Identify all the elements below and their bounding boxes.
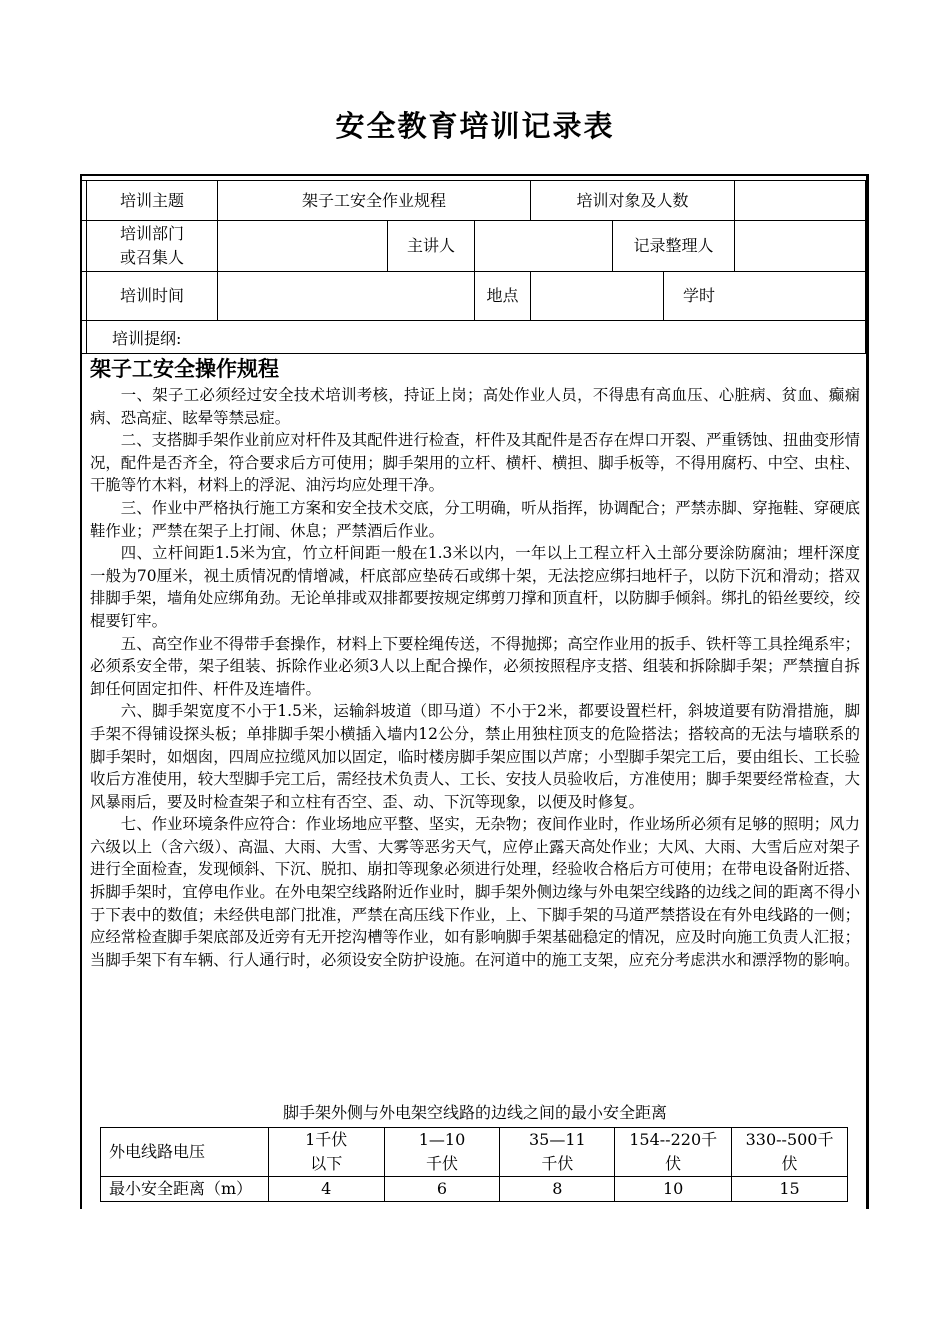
table-row xyxy=(101,1128,848,1177)
speaker-label: 主讲人 xyxy=(406,236,455,255)
training-content xyxy=(90,356,860,971)
recorder-label: 记录整理人 xyxy=(633,236,714,255)
hours-label: 学时 xyxy=(682,286,715,305)
voltage-line: 330--500千 xyxy=(745,1130,834,1149)
voltage-line: 1—10 xyxy=(418,1130,466,1149)
distance-header: 最小安全距离（m） xyxy=(101,1177,269,1202)
dept-label-line1: 培训部门 xyxy=(119,224,184,243)
distance-table xyxy=(100,1127,848,1202)
content-heading: 架子工安全操作规程 xyxy=(90,357,279,381)
voltage-cell xyxy=(384,1128,500,1177)
distance-cell: 8 xyxy=(500,1177,615,1202)
dept-label xyxy=(87,221,217,271)
table-row xyxy=(101,1177,848,1202)
voltage-cell xyxy=(500,1128,615,1177)
paragraph: 二、支搭脚手架作业前应对杆件及其配件进行检查，杆件及其配件是否存在焊口开裂、严重锈蚀、扭曲变形情况，配件是否齐全，符合要求后方可使用；脚手架用的立杆、横杆、横担、脚手板等，不得用腐朽、中空、虫柱、干脆等竹木料，材料上的浮泥、油污均应处理干净。 xyxy=(90,431,860,495)
time-value[interactable] xyxy=(218,272,474,320)
distance-cell: 15 xyxy=(732,1177,848,1202)
hours-value[interactable] xyxy=(735,272,865,320)
distance-table-caption: 脚手架外侧与外电架空线路的边线之间的最小安全距离 xyxy=(282,1103,667,1122)
row-divider xyxy=(82,320,866,321)
audience-label: 培训对象及人数 xyxy=(576,190,689,210)
distance-cell: 10 xyxy=(615,1177,732,1202)
voltage-cell xyxy=(268,1128,384,1177)
distance-cell: 6 xyxy=(384,1177,500,1202)
voltage-line: 千伏 xyxy=(541,1154,574,1173)
voltage-line: 154--220千 xyxy=(629,1130,718,1149)
dept-label-line2: 或召集人 xyxy=(119,248,184,267)
topic-value: 架子工安全作业规程 xyxy=(301,190,446,210)
voltage-line: 伏 xyxy=(781,1154,798,1173)
distance-cell: 4 xyxy=(268,1177,384,1202)
voltage-header: 外电线路电压 xyxy=(101,1128,269,1177)
column-divider xyxy=(865,180,866,353)
voltage-line: 35—11 xyxy=(528,1130,586,1149)
voltage-line: 千伏 xyxy=(426,1154,459,1173)
voltage-line: 1千伏 xyxy=(305,1130,348,1149)
topic-label: 培训主题 xyxy=(119,190,184,210)
row-divider xyxy=(82,353,866,354)
recorder-value[interactable] xyxy=(735,221,865,271)
paragraph: 六、脚手架宽度不小于1.5米，运输斜坡道（即马道）不小于2米，都要设置栏杆，斜坡道要有防滑措施，脚手架不得铺设探头板；单排脚手架小横插入墙内12公分，禁止用独柱顶支的危险搭法；搭较高的无法与墙联系的脚手架时，如烟囱，四周应拉缆风加以固定，临时楼房脚手架应围以芦席；小型脚手架完工后，要由组长、工长验收后方准使用，较大型脚手完工后，需经技术负责人、工长、安技人员验收后，方准使用；脚手架要经常检查，大风暴雨后，要及时检查架子和立柱有否空、歪、动、下沉等现象，以便及时修复。 xyxy=(90,702,860,811)
place-label: 地点 xyxy=(486,286,519,305)
outline-label: 培训提纲: xyxy=(112,329,182,348)
time-label: 培训时间 xyxy=(119,286,184,305)
place-value[interactable] xyxy=(531,272,663,320)
speaker-value[interactable] xyxy=(475,221,612,271)
paragraph: 四、立杆间距1.5米为宜，竹立杆间距一般在1.3米以内，一年以上工程立杆入土部分要涂防腐油；埋杆深度一般为70厘米，视土质情况酌情增减，杆底部应垫砖石或绑十架，无法挖应绑扫地杆子，以防下沉和滑动；搭双排脚手架，墙角处应绑角劲。无论单排或双排都要按规定绑剪刀撑和顶直杆，以防脚手倾斜。绑扎的铅丝要绞，绞棍要钉牢。 xyxy=(90,544,860,630)
voltage-cell xyxy=(615,1128,732,1177)
audience-value[interactable] xyxy=(735,181,865,220)
page-title: 安全教育培训记录表 xyxy=(335,109,615,143)
paragraph: 三、作业中严格执行施工方案和安全技术交底，分工明确，听从指挥，协调配合；严禁赤脚、穿拖鞋、穿硬底鞋作业；严禁在架子上打闹、休息；严禁酒后作业。 xyxy=(90,498,860,540)
dept-value[interactable] xyxy=(218,221,387,271)
voltage-cell xyxy=(732,1128,848,1177)
paragraph: 一、架子工必须经过安全技术培训考核，持证上岗；高处作业人员，不得患有高血压、心脏病、贫血、癫痫病、恐高症、眩晕等禁忌症。 xyxy=(90,386,860,427)
paragraph: 五、高空作业不得带手套操作，材料上下要栓绳传送，不得抛掷；高空作业用的扳手、铁杆等工具拴绳系牢；必须系安全带，架子组装、拆除作业必须3人以上配合操作，必须按照程序支搭、组装和拆除脚手架；严禁擅自拆卸任何固定扣件、杆件及连墙件。 xyxy=(90,634,860,698)
voltage-line: 伏 xyxy=(665,1154,682,1173)
voltage-line: 以下 xyxy=(310,1154,343,1173)
paragraph: 七、作业环境条件应符合：作业场地应平整、坚实，无杂物；夜间作业时，作业场所必须有足够的照明；风力六级以上（含六级）、高温、大雨、大雪、大雾等恶劣天气，应停止露天高处作业；大风、大雨、大雪后应对架子进行全面检查，发现倾斜、下沉、脱扣、崩扣等现象必须进行处理，经验收合格后方可使用；在带电设备附近搭、拆脚手架时，宜停电作业。在外电架空线路附近作业时，脚手架外侧边缘与外电架空线路的边线之间的距离不得小于下表中的数值；未经供电部门批准，严禁在高压线下作业，上、下脚手架的马道严禁搭设在有外电线路的一侧；应经常检查脚手架底部及近旁有无开挖沟槽等作业，如有影响脚手架基础稳定的情况，应及时向施工负责人汇报；当脚手架下有车辆、行人通行时，必须设安全防护设施。在河道中的施工支架，应充分考虑洪水和漂浮物的影响。 xyxy=(90,815,860,969)
